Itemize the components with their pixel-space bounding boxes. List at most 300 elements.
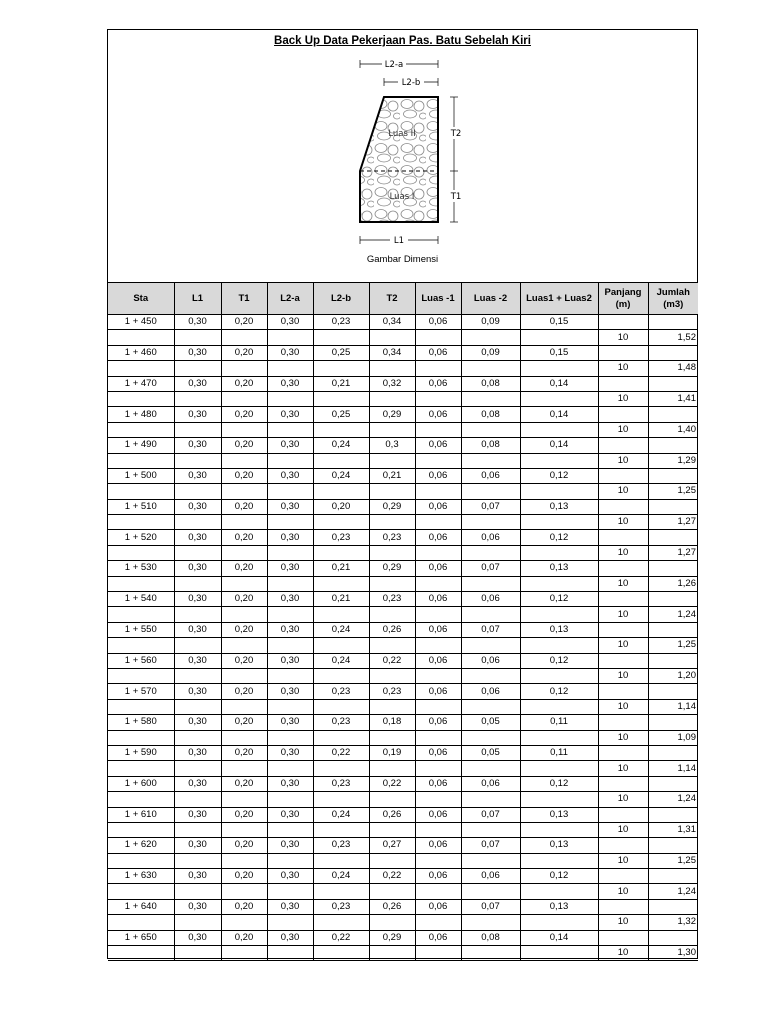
table-row xyxy=(108,899,698,914)
cell-empty xyxy=(369,946,415,961)
cell-panjang: 10 xyxy=(598,699,648,714)
cell-t2: 0,23 xyxy=(369,592,415,607)
table-row xyxy=(108,653,698,668)
cell-empty xyxy=(267,853,313,868)
cell-empty xyxy=(313,915,369,930)
cell-empty xyxy=(313,422,369,437)
cell-empty xyxy=(221,668,267,683)
cell-empty xyxy=(461,330,520,345)
cell-empty xyxy=(313,730,369,745)
cell-empty xyxy=(415,484,461,499)
cell-empty xyxy=(174,545,221,560)
cell-luas1: 0,06 xyxy=(415,930,461,945)
cell-l2b: 0,23 xyxy=(313,530,369,545)
cell-empty xyxy=(108,884,174,899)
cell-empty xyxy=(267,668,313,683)
t2-label: T2 xyxy=(450,129,462,139)
cell-luas2: 0,06 xyxy=(461,776,520,791)
cell-l2a: 0,30 xyxy=(267,468,313,483)
table-row-subtotal xyxy=(108,607,698,622)
cell-empty xyxy=(313,515,369,530)
table-row-subtotal xyxy=(108,730,698,745)
cell-t1: 0,20 xyxy=(221,684,267,699)
cell-l2a: 0,30 xyxy=(267,376,313,391)
cell-luas2: 0,07 xyxy=(461,807,520,822)
cell-panjang: 10 xyxy=(598,853,648,868)
cell-empty xyxy=(415,330,461,345)
cell-empty xyxy=(461,422,520,437)
cell-empty xyxy=(221,761,267,776)
cell-empty xyxy=(369,822,415,837)
cell-jumlah: 1,24 xyxy=(648,607,698,622)
cell-empty xyxy=(267,453,313,468)
cell-empty xyxy=(461,668,520,683)
cell-empty xyxy=(108,761,174,776)
cell-luas1: 0,06 xyxy=(415,653,461,668)
cell-empty xyxy=(221,515,267,530)
cell-luas2: 0,06 xyxy=(461,653,520,668)
header-section xyxy=(108,30,697,283)
column-header: T1 xyxy=(221,283,267,315)
cell-l2b: 0,22 xyxy=(313,745,369,760)
cell-empty xyxy=(598,530,648,545)
cell-empty xyxy=(598,499,648,514)
cell-total: 0,12 xyxy=(520,468,598,483)
table-row xyxy=(108,592,698,607)
cell-panjang: 10 xyxy=(598,668,648,683)
cell-empty xyxy=(461,391,520,406)
cell-l2b: 0,24 xyxy=(313,807,369,822)
cell-panjang: 10 xyxy=(598,515,648,530)
cell-empty xyxy=(461,515,520,530)
cell-empty xyxy=(369,853,415,868)
cell-luas2: 0,07 xyxy=(461,622,520,637)
cell-empty xyxy=(415,792,461,807)
cell-empty xyxy=(221,699,267,714)
cell-jumlah: 1,41 xyxy=(648,391,698,406)
cell-total: 0,14 xyxy=(520,930,598,945)
cell-empty xyxy=(648,315,698,330)
cell-total: 0,12 xyxy=(520,776,598,791)
cell-empty xyxy=(461,884,520,899)
cell-empty xyxy=(520,946,598,961)
cell-empty xyxy=(221,884,267,899)
cell-t2: 0,32 xyxy=(369,376,415,391)
cell-l2b: 0,20 xyxy=(313,499,369,514)
cell-t1: 0,20 xyxy=(221,592,267,607)
cell-empty xyxy=(108,391,174,406)
cell-empty xyxy=(415,607,461,622)
cell-empty xyxy=(461,822,520,837)
cell-l1: 0,30 xyxy=(174,807,221,822)
cell-jumlah: 1,40 xyxy=(648,422,698,437)
cell-empty xyxy=(369,545,415,560)
cell-luas2: 0,06 xyxy=(461,869,520,884)
cell-jumlah: 1,52 xyxy=(648,330,698,345)
column-header: Panjang (m) xyxy=(598,283,648,315)
cell-empty xyxy=(648,530,698,545)
table-row-subtotal xyxy=(108,638,698,653)
cell-empty xyxy=(369,484,415,499)
t1-label: T1 xyxy=(450,192,462,202)
cell-t2: 0,26 xyxy=(369,807,415,822)
cell-l2b: 0,24 xyxy=(313,622,369,637)
cell-l2b: 0,24 xyxy=(313,869,369,884)
cell-total: 0,14 xyxy=(520,407,598,422)
cell-empty xyxy=(221,607,267,622)
cell-empty xyxy=(598,807,648,822)
cell-empty xyxy=(369,576,415,591)
cell-luas1: 0,06 xyxy=(415,869,461,884)
cell-luas1: 0,06 xyxy=(415,315,461,330)
cell-empty xyxy=(221,361,267,376)
cell-panjang: 10 xyxy=(598,330,648,345)
table-row xyxy=(108,468,698,483)
cell-l2a: 0,30 xyxy=(267,530,313,545)
cell-panjang: 10 xyxy=(598,638,648,653)
cell-empty xyxy=(461,453,520,468)
cell-panjang: 10 xyxy=(598,761,648,776)
cell-empty xyxy=(267,822,313,837)
cell-total: 0,13 xyxy=(520,499,598,514)
cell-empty xyxy=(174,515,221,530)
cell-l1: 0,30 xyxy=(174,869,221,884)
cell-empty xyxy=(520,361,598,376)
cell-empty xyxy=(461,915,520,930)
cell-t1: 0,20 xyxy=(221,776,267,791)
cell-l2b: 0,23 xyxy=(313,899,369,914)
cell-empty xyxy=(108,453,174,468)
cell-empty xyxy=(369,422,415,437)
cell-empty xyxy=(221,792,267,807)
table-row xyxy=(108,622,698,637)
cell-luas1: 0,06 xyxy=(415,468,461,483)
cell-l1: 0,30 xyxy=(174,715,221,730)
cell-empty xyxy=(108,545,174,560)
cell-empty xyxy=(313,822,369,837)
cell-total: 0,11 xyxy=(520,715,598,730)
cell-empty xyxy=(415,668,461,683)
cell-luas2: 0,06 xyxy=(461,592,520,607)
cell-empty xyxy=(174,361,221,376)
cell-jumlah: 1,14 xyxy=(648,699,698,714)
cell-luas2: 0,05 xyxy=(461,745,520,760)
cell-empty xyxy=(221,330,267,345)
cell-t1: 0,20 xyxy=(221,376,267,391)
cell-empty xyxy=(461,361,520,376)
cell-empty xyxy=(461,576,520,591)
cell-empty xyxy=(520,792,598,807)
cell-t2: 0,21 xyxy=(369,468,415,483)
cell-empty xyxy=(108,915,174,930)
cell-empty xyxy=(108,576,174,591)
cell-empty xyxy=(221,822,267,837)
cell-empty xyxy=(221,391,267,406)
cell-empty xyxy=(174,792,221,807)
column-header: L2-b xyxy=(313,283,369,315)
cell-empty xyxy=(520,638,598,653)
cell-panjang: 10 xyxy=(598,946,648,961)
cell-sta: 1 + 580 xyxy=(108,715,174,730)
table-row xyxy=(108,499,698,514)
cell-empty xyxy=(520,330,598,345)
dimension-diagram xyxy=(348,54,468,254)
cell-empty xyxy=(415,761,461,776)
cell-luas2: 0,06 xyxy=(461,530,520,545)
cell-empty xyxy=(461,730,520,745)
cell-empty xyxy=(648,376,698,391)
cell-empty xyxy=(598,592,648,607)
cell-empty xyxy=(461,946,520,961)
cell-empty xyxy=(174,484,221,499)
cell-l2a: 0,30 xyxy=(267,438,313,453)
cell-t1: 0,20 xyxy=(221,899,267,914)
cell-luas2: 0,08 xyxy=(461,376,520,391)
cell-luas2: 0,08 xyxy=(461,930,520,945)
cell-empty xyxy=(648,499,698,514)
cell-empty xyxy=(108,853,174,868)
cell-empty xyxy=(461,607,520,622)
cell-sta: 1 + 500 xyxy=(108,468,174,483)
cell-empty xyxy=(598,407,648,422)
cell-empty xyxy=(415,884,461,899)
cell-empty xyxy=(267,422,313,437)
cell-l1: 0,30 xyxy=(174,530,221,545)
column-header: Luas1 + Luas2 xyxy=(520,283,598,315)
cell-jumlah: 1,25 xyxy=(648,484,698,499)
cell-sta: 1 + 470 xyxy=(108,376,174,391)
cell-luas1: 0,06 xyxy=(415,776,461,791)
cell-empty xyxy=(313,946,369,961)
cell-empty xyxy=(520,576,598,591)
table-row-subtotal xyxy=(108,884,698,899)
cell-sta: 1 + 590 xyxy=(108,745,174,760)
column-header: L2-a xyxy=(267,283,313,315)
cell-luas1: 0,06 xyxy=(415,899,461,914)
cell-jumlah: 1,25 xyxy=(648,853,698,868)
cell-empty xyxy=(415,545,461,560)
table-header-row xyxy=(108,283,698,315)
cell-l1: 0,30 xyxy=(174,899,221,914)
cell-empty xyxy=(648,592,698,607)
cell-empty xyxy=(313,792,369,807)
cell-l2b: 0,21 xyxy=(313,561,369,576)
cell-t2: 0,19 xyxy=(369,745,415,760)
data-table xyxy=(108,283,698,961)
cell-panjang: 10 xyxy=(598,484,648,499)
cell-empty xyxy=(415,638,461,653)
table-row xyxy=(108,376,698,391)
cell-empty xyxy=(461,761,520,776)
cell-empty xyxy=(415,946,461,961)
table-row-subtotal xyxy=(108,822,698,837)
cell-empty xyxy=(520,484,598,499)
cell-empty xyxy=(267,607,313,622)
cell-empty xyxy=(598,653,648,668)
cell-empty xyxy=(369,730,415,745)
cell-t1: 0,20 xyxy=(221,745,267,760)
cell-t2: 0,23 xyxy=(369,530,415,545)
cell-t2: 0,26 xyxy=(369,622,415,637)
retaining-wall-shape xyxy=(360,97,438,222)
table-row xyxy=(108,530,698,545)
cell-t1: 0,20 xyxy=(221,715,267,730)
cell-l1: 0,30 xyxy=(174,376,221,391)
cell-empty xyxy=(108,607,174,622)
cell-l1: 0,30 xyxy=(174,930,221,945)
cell-l2a: 0,30 xyxy=(267,345,313,360)
cell-empty xyxy=(267,638,313,653)
column-header: L1 xyxy=(174,283,221,315)
cell-sta: 1 + 490 xyxy=(108,438,174,453)
cell-empty xyxy=(313,453,369,468)
l2b-label: L2-b xyxy=(401,78,421,88)
cell-l2b: 0,21 xyxy=(313,592,369,607)
cell-empty xyxy=(313,361,369,376)
cell-empty xyxy=(520,607,598,622)
cell-empty xyxy=(221,484,267,499)
cell-l2b: 0,25 xyxy=(313,407,369,422)
cell-empty xyxy=(369,884,415,899)
table-row-subtotal xyxy=(108,853,698,868)
cell-jumlah: 1,31 xyxy=(648,822,698,837)
cell-t1: 0,20 xyxy=(221,438,267,453)
cell-empty xyxy=(598,776,648,791)
cell-empty xyxy=(598,684,648,699)
cell-t2: 0,3 xyxy=(369,438,415,453)
cell-t2: 0,23 xyxy=(369,684,415,699)
cell-empty xyxy=(648,345,698,360)
cell-empty xyxy=(108,638,174,653)
cell-l2a: 0,30 xyxy=(267,930,313,945)
cell-empty xyxy=(174,453,221,468)
cell-l1: 0,30 xyxy=(174,745,221,760)
cell-l1: 0,30 xyxy=(174,499,221,514)
cell-t2: 0,27 xyxy=(369,838,415,853)
cell-total: 0,11 xyxy=(520,745,598,760)
cell-sta: 1 + 510 xyxy=(108,499,174,514)
cell-empty xyxy=(598,715,648,730)
cell-total: 0,12 xyxy=(520,530,598,545)
cell-empty xyxy=(461,853,520,868)
table-row-subtotal xyxy=(108,915,698,930)
cell-empty xyxy=(174,822,221,837)
cell-empty xyxy=(369,391,415,406)
cell-empty xyxy=(369,792,415,807)
cell-empty xyxy=(520,422,598,437)
cell-empty xyxy=(174,422,221,437)
cell-empty xyxy=(267,484,313,499)
cell-jumlah: 1,27 xyxy=(648,515,698,530)
cell-empty xyxy=(267,576,313,591)
cell-empty xyxy=(648,715,698,730)
cell-t1: 0,20 xyxy=(221,345,267,360)
cell-empty xyxy=(415,853,461,868)
cell-sta: 1 + 620 xyxy=(108,838,174,853)
table-row xyxy=(108,838,698,853)
cell-t2: 0,22 xyxy=(369,653,415,668)
cell-empty xyxy=(108,822,174,837)
cell-l2b: 0,23 xyxy=(313,776,369,791)
cell-panjang: 10 xyxy=(598,361,648,376)
cell-empty xyxy=(648,899,698,914)
cell-total: 0,13 xyxy=(520,899,598,914)
cell-l1: 0,30 xyxy=(174,315,221,330)
cell-sta: 1 + 480 xyxy=(108,407,174,422)
cell-total: 0,12 xyxy=(520,653,598,668)
cell-sta: 1 + 450 xyxy=(108,315,174,330)
cell-empty xyxy=(313,668,369,683)
column-header: Luas -2 xyxy=(461,283,520,315)
cell-empty xyxy=(174,699,221,714)
cell-sta: 1 + 520 xyxy=(108,530,174,545)
cell-empty xyxy=(598,899,648,914)
table-row-subtotal xyxy=(108,391,698,406)
cell-empty xyxy=(174,884,221,899)
cell-sta: 1 + 630 xyxy=(108,869,174,884)
cell-jumlah: 1,26 xyxy=(648,576,698,591)
cell-empty xyxy=(221,422,267,437)
table-row-subtotal xyxy=(108,330,698,345)
cell-empty xyxy=(221,730,267,745)
cell-empty xyxy=(415,915,461,930)
cell-luas1: 0,06 xyxy=(415,715,461,730)
table-row xyxy=(108,345,698,360)
cell-empty xyxy=(369,361,415,376)
cell-empty xyxy=(520,668,598,683)
column-header: Sta xyxy=(108,283,174,315)
table-row-subtotal xyxy=(108,699,698,714)
cell-total: 0,12 xyxy=(520,592,598,607)
cell-l2a: 0,30 xyxy=(267,561,313,576)
table-row xyxy=(108,407,698,422)
cell-luas2: 0,09 xyxy=(461,315,520,330)
cell-empty xyxy=(174,946,221,961)
table-row-subtotal xyxy=(108,515,698,530)
cell-sta: 1 + 550 xyxy=(108,622,174,637)
cell-empty xyxy=(369,699,415,714)
column-header: T2 xyxy=(369,283,415,315)
table-row xyxy=(108,930,698,945)
column-header: Luas -1 xyxy=(415,283,461,315)
cell-luas1: 0,06 xyxy=(415,561,461,576)
cell-t2: 0,29 xyxy=(369,499,415,514)
cell-empty xyxy=(648,438,698,453)
column-header: Jumlah (m3) xyxy=(648,283,698,315)
cell-l2a: 0,30 xyxy=(267,499,313,514)
cell-luas1: 0,06 xyxy=(415,745,461,760)
cell-empty xyxy=(415,391,461,406)
cell-l2b: 0,22 xyxy=(313,930,369,945)
cell-t2: 0,29 xyxy=(369,930,415,945)
cell-empty xyxy=(221,638,267,653)
cell-empty xyxy=(520,515,598,530)
cell-luas1: 0,06 xyxy=(415,438,461,453)
cell-total: 0,14 xyxy=(520,376,598,391)
cell-empty xyxy=(648,776,698,791)
table-row xyxy=(108,315,698,330)
cell-sta: 1 + 640 xyxy=(108,899,174,914)
cell-panjang: 10 xyxy=(598,915,648,930)
table-row-subtotal xyxy=(108,484,698,499)
cell-empty xyxy=(174,761,221,776)
cell-panjang: 10 xyxy=(598,391,648,406)
cell-empty xyxy=(174,668,221,683)
cell-sta: 1 + 650 xyxy=(108,930,174,945)
cell-t1: 0,20 xyxy=(221,499,267,514)
cell-empty xyxy=(369,668,415,683)
cell-l2b: 0,21 xyxy=(313,376,369,391)
